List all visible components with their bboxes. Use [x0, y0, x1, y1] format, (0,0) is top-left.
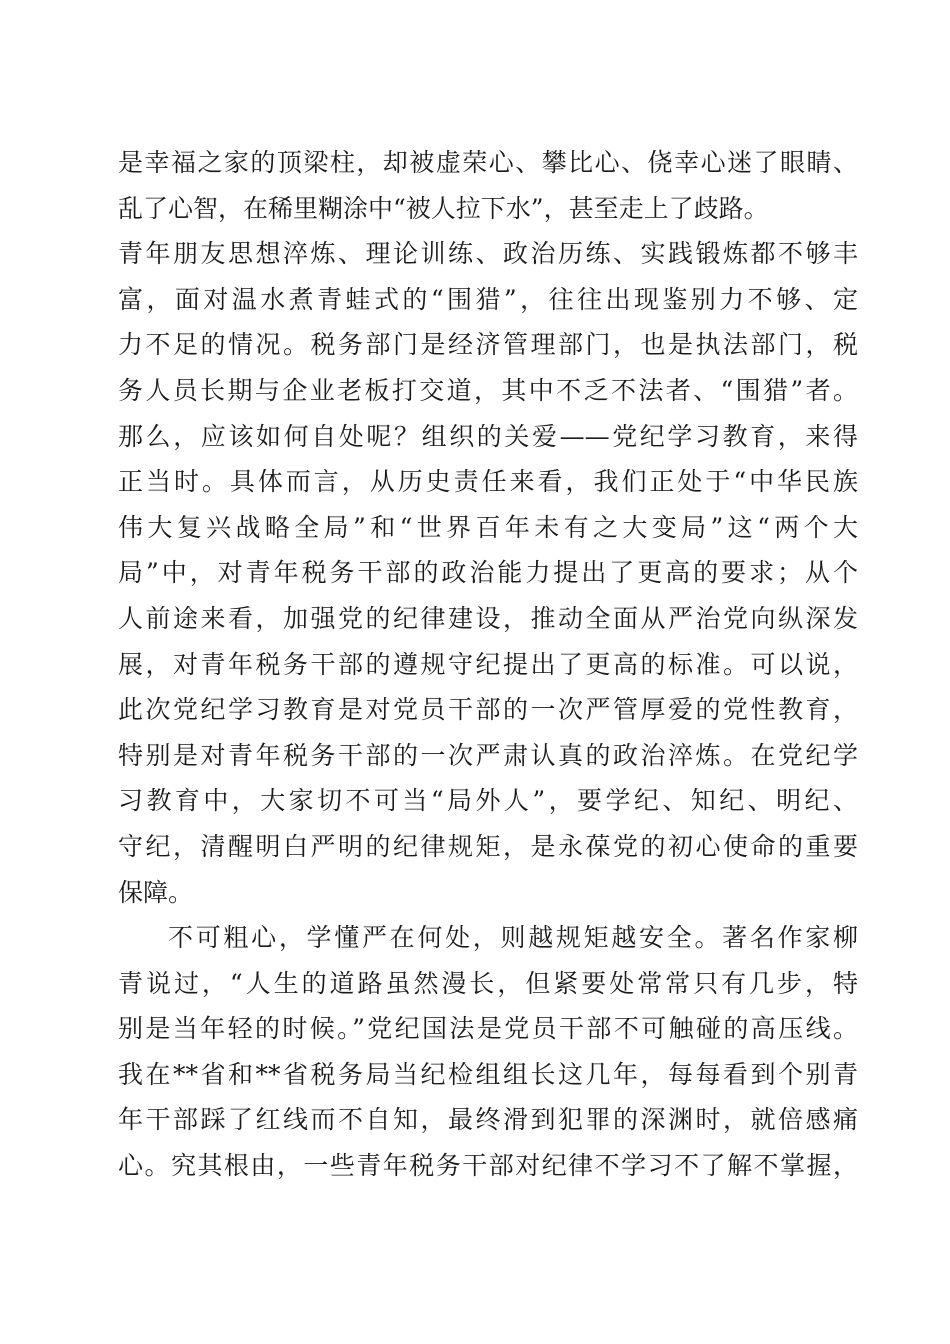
- text-line: 伟大复兴战略全局”和“世界百年未有之大变局”这“两个大: [118, 512, 858, 542]
- text-line: 力不足的情况。税务部门是经济管理部门，也是执法部门，税: [118, 330, 858, 360]
- text-line: 是幸福之家的顶梁柱，却被虚荣心、攀比心、侥幸心迷了眼睛、: [118, 148, 858, 177]
- text-line: 别是当年轻的时候。”党纪国法是党员干部不可触碰的高压线。: [118, 1014, 858, 1044]
- paragraph-start-line: 不可粗心，学懂严在何处，则越规矩越安全。著名作家柳: [168, 923, 858, 953]
- text-line: 我在**省和**省税务局当纪检组组长这几年，每每看到个别青: [118, 1059, 858, 1089]
- text-line: 务人员长期与企业老板打交道，其中不乏不法者、“围猎”者。: [118, 375, 858, 405]
- text-line: 青说过，“人生的道路虽然漫长，但紧要处常常只有几步，特: [118, 968, 858, 998]
- text-line: 那么，应该如何自处呢？组织的关爱——党纪学习教育，来得: [118, 421, 858, 451]
- text-line: 此次党纪学习教育是对党员干部的一次严管厚爱的党性教育，: [118, 695, 858, 725]
- text-line: 青年朋友思想淬炼、理论训练、政治历练、实践锻炼都不够丰: [118, 239, 858, 269]
- text-line: 年干部踩了红线而不自知，最终滑到犯罪的深渊时，就倍感痛: [118, 1105, 858, 1135]
- text-line: 保障。: [118, 877, 194, 907]
- text-line: 习教育中，大家切不可当“局外人”，要学纪、知纪、明纪、: [118, 786, 858, 816]
- text-line: 心。究其根由，一些青年税务干部对纪律不学习不了解不掌握，: [118, 1151, 858, 1181]
- text-line: 特别是对青年税务干部的一次严肃认真的政治淬炼。在党纪学: [118, 740, 858, 770]
- text-line: 守纪，清醒明白严明的纪律规矩，是永葆党的初心使命的重要: [118, 831, 858, 861]
- text-line: 人前途来看，加强党的纪律建设，推动全面从严治党向纵深发: [118, 603, 858, 633]
- text-line: 富，面对温水煮青蛙式的“围猎”，往往出现鉴别力不够、定: [118, 284, 858, 314]
- text-line: 局”中，对青年税务干部的政治能力提出了更高的要求；从个: [118, 558, 858, 588]
- text-line: 乱了心智，在稀里糊涂中“被人拉下水”，甚至走上了歧路。: [118, 193, 769, 223]
- text-line: 展，对青年税务干部的遵规守纪提出了更高的标准。可以说，: [118, 649, 858, 679]
- text-line: 正当时。具体而言，从历史责任来看，我们正处于“中华民族: [118, 467, 858, 497]
- document-body: [118, 140, 858, 1189]
